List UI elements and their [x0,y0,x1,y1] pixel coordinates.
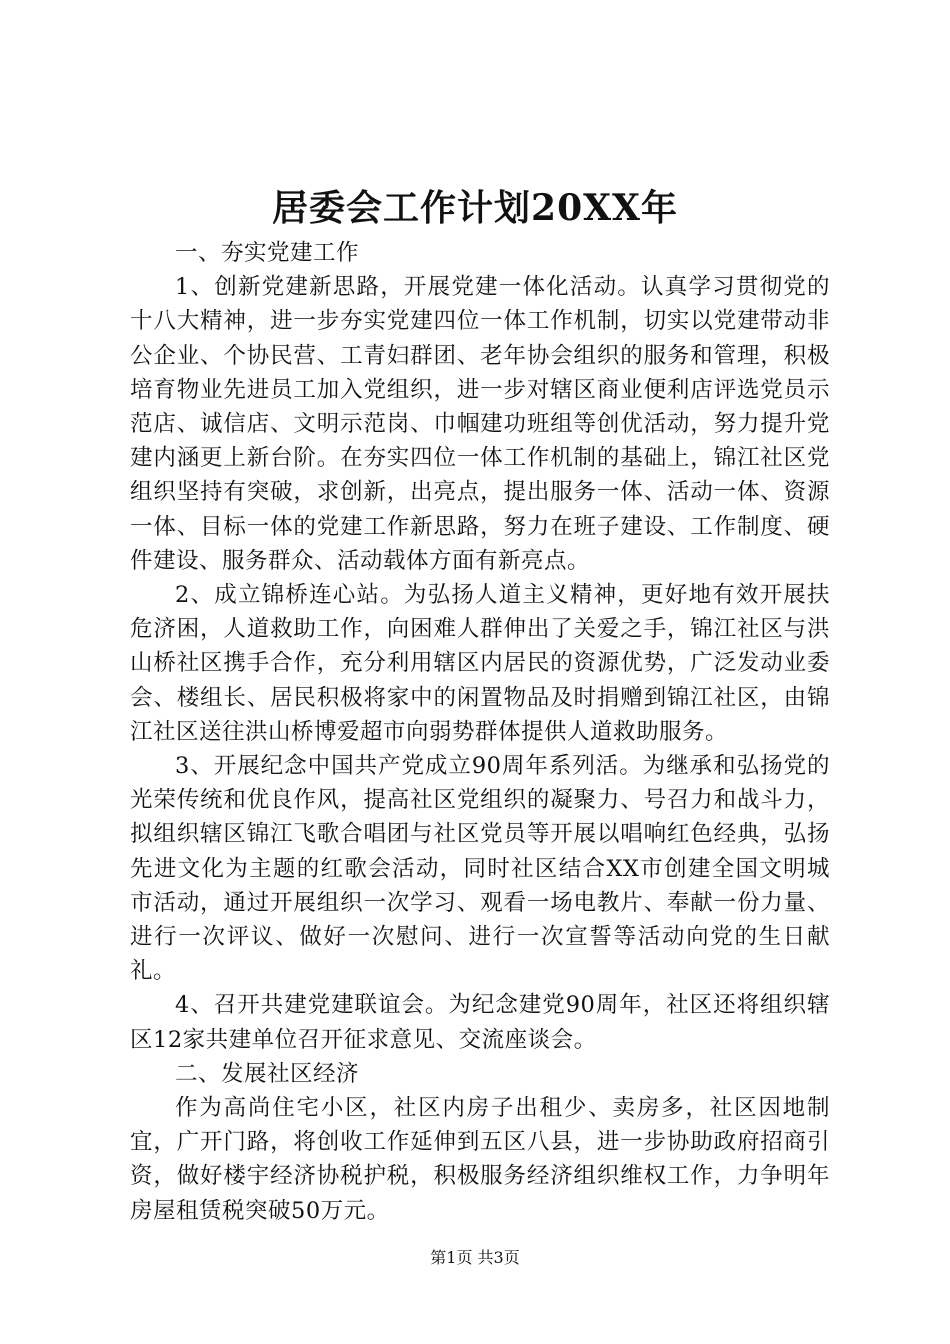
document-body [130,236,830,1228]
paragraph: 3、开展纪念中国共产党成立90周年系列活。为继承和弘扬党的光荣传统和优良作风，提高社区党组织的凝聚力、号召力和战斗力，拟组织辖区锦江飞歌合唱团与社区党员等开展以唱响红色经典，弘扬先进文化为主题的红歌会活动，同时社区结合XX市创建全国文明城市活动，通过开展组织一次学习、观看一场电教片、奉献一份力量、进行一次评议、做好一次慰问、进行一次宣誓等活动向党的生日献礼。 [130,753,830,985]
section-heading: 二、发展社区经济 [175,1060,360,1087]
paragraph: 2、成立锦桥连心站。为弘扬人道主义精神，更好地有效开展扶危济困，人道救助工作，向困难人群伸出了关爱之手，锦江社区与洪山桥社区携手合作，充分利用辖区内居民的资源优势，广泛发动业委会、楼组长、居民积极将家中的闲置物品及时捐赠到锦江社区，由锦江社区送往洪山桥博爱超市向弱势群体提供人道救助服务。 [130,582,830,745]
paragraph: 1、创新党建新思路，开展党建一体化活动。认真学习贯彻党的十八大精神，进一步夯实党建四位一体工作机制，切实以党建带动非公企业、个协民营、工青妇群团、老年协会组织的服务和管理，积极培育物业先进员工加入党组织，进一步对辖区商业便利店评选党员示范店、诚信店、文明示范岗、巾帼建功班组等创优活动，努力提升党建内涵更上新台阶。在夯实四位一体工作机制的基础上，锦江社区党组织坚持有突破，求创新，出亮点，提出服务一体、活动一体、资源一体、目标一体的党建工作新思路，努力在班子建设、工作制度、硬件建设、服务群众、活动载体方面有新亮点。 [130,274,830,574]
paragraph: 作为高尚住宅小区，社区内房子出租少、卖房多，社区因地制宜，广开门路，将创收工作延伸到五区八县，进一步协助政府招商引资，做好楼宇经济协税护税，积极服务经济组织维权工作，力争明年房屋租赁税突破50万元。 [130,1095,830,1224]
document-title: 居委会工作计划20XX年 [272,187,678,229]
paragraph: 4、召开共建党建联谊会。为纪念建党90周年，社区还将组织辖区12家共建单位召开征求意见、交流座谈会。 [130,992,830,1053]
page-footer: 第1页 共3页 [430,1248,520,1267]
section-heading: 一、夯实党建工作 [175,240,360,266]
